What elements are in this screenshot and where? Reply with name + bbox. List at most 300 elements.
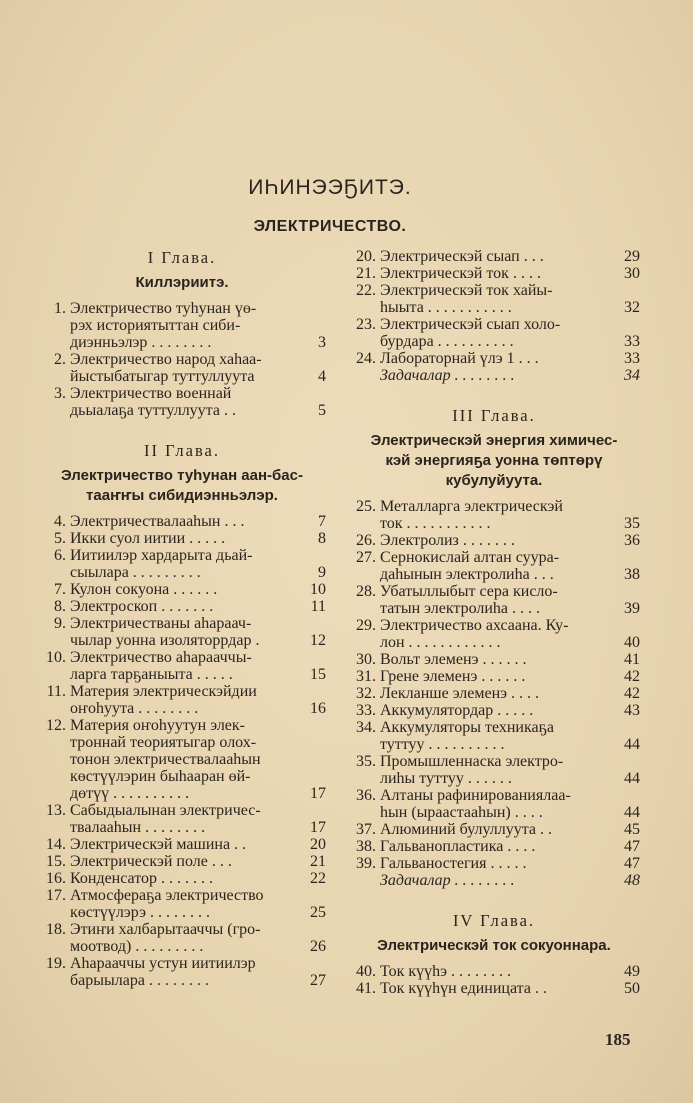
entry-text xyxy=(70,836,326,853)
entry-text xyxy=(380,963,640,980)
toc-entry[interactable] xyxy=(348,702,640,719)
entry-number: 28. xyxy=(356,583,376,600)
entry-line-text: һыыта . . . . . . . . . . . xyxy=(380,299,512,316)
entry-line xyxy=(70,904,326,921)
entry-page: 35 xyxy=(624,515,640,532)
entry-line xyxy=(70,530,326,547)
toc-entry[interactable] xyxy=(348,265,640,282)
entry-number: 29. xyxy=(356,617,376,634)
entry-page: 8 xyxy=(318,530,326,547)
entry-text xyxy=(380,617,640,651)
entry-line-text: сыылара . . . . . . . . . xyxy=(70,564,201,581)
entry-text xyxy=(70,351,326,385)
toc-entry[interactable] xyxy=(348,282,640,316)
chapter-label: I Глава. xyxy=(147,248,217,267)
entry-number: 26. xyxy=(356,532,376,549)
chapter-label: IV Глава. xyxy=(452,911,536,930)
toc-entry[interactable] xyxy=(348,685,640,702)
entry-line xyxy=(380,333,640,350)
entry-text xyxy=(380,668,640,685)
entry-line-text: Аккумуляторы техникаҕа xyxy=(380,719,554,736)
entry-line xyxy=(380,498,640,515)
toc-entry[interactable] xyxy=(348,248,640,265)
entry-line-text: Материя электрическэйдии xyxy=(70,683,257,700)
entry-text xyxy=(380,685,640,702)
entry-page: 4 xyxy=(318,368,326,385)
entry-line xyxy=(70,955,326,972)
toc-entry[interactable] xyxy=(348,316,640,350)
entry-line-text: чылар уонна изоляторрдар . xyxy=(70,632,260,649)
toc-entry[interactable] xyxy=(348,855,640,872)
toc-entry[interactable] xyxy=(38,836,326,853)
entry-page: 27 xyxy=(310,972,326,989)
entry-page: 41 xyxy=(624,651,640,668)
entry-line xyxy=(70,368,326,385)
entry-text xyxy=(70,300,326,351)
entry-line xyxy=(70,666,326,683)
entry-line xyxy=(70,615,326,632)
chapter-heading-line: Электричество туһунан аан-бас- xyxy=(61,467,303,484)
entry-text xyxy=(380,787,640,821)
entry-line xyxy=(70,870,326,887)
entry-number: 6. xyxy=(54,547,66,564)
entry-number: 30. xyxy=(356,651,376,668)
entry-page: 32 xyxy=(624,299,640,316)
entry-line xyxy=(380,634,640,651)
entry-line-text: Электричество народ хаһаа- xyxy=(70,351,262,368)
entry-line-text: барыылара . . . . . . . . xyxy=(70,972,209,989)
entry-number xyxy=(348,872,380,889)
entry-line xyxy=(70,734,326,751)
entry-number: 22. xyxy=(356,282,376,299)
entry-line xyxy=(380,736,640,753)
chapter-heading-line: Электрическэй ток сокуоннара. xyxy=(377,937,611,954)
toc-entry[interactable] xyxy=(348,617,640,651)
entry-line xyxy=(70,938,326,955)
entry-line xyxy=(70,683,326,700)
toc-entry[interactable] xyxy=(38,300,326,351)
entry-line xyxy=(70,598,326,615)
entry-page: 16 xyxy=(310,700,326,717)
entry-number: 11. xyxy=(46,683,66,700)
entry-line-text: Задачалар . . . . . . . . xyxy=(380,872,515,889)
entry-page: 38 xyxy=(624,566,640,583)
entry-page: 20 xyxy=(310,836,326,853)
entry-line-text: рэх историятыттан сиби- xyxy=(70,317,241,334)
entry-number: 39. xyxy=(356,855,376,872)
entry-page: 33 xyxy=(624,350,640,367)
entry-text xyxy=(70,921,326,955)
entry-line-text: Гальваностегия . . . . . xyxy=(380,855,527,872)
entry-number: 4. xyxy=(54,513,66,530)
entry-page: 25 xyxy=(310,904,326,921)
entry-number: 17. xyxy=(46,887,66,904)
entry-number: 15. xyxy=(46,853,66,870)
entry-number: 41. xyxy=(356,980,376,997)
entry-text xyxy=(70,870,326,887)
entry-page: 22 xyxy=(310,870,326,887)
entry-line-text: Электроскоп . . . . . . . xyxy=(70,598,214,615)
entry-line xyxy=(380,804,640,821)
entry-line xyxy=(70,334,326,351)
entry-line-text: Электричество аһарааччы- xyxy=(70,649,252,666)
entry-number: 35. xyxy=(356,753,376,770)
entry-line-text: твалааһын . . . . . . . . xyxy=(70,819,206,836)
entry-text xyxy=(70,853,326,870)
entry-text xyxy=(70,513,326,530)
entry-line xyxy=(380,872,640,889)
entry-page: 48 xyxy=(624,872,640,889)
entry-line xyxy=(380,685,640,702)
entry-line xyxy=(380,282,640,299)
entry-line-text: оҥоһуута . . . . . . . . xyxy=(70,700,199,717)
entry-line-text: Электричество военнай xyxy=(70,385,232,402)
entry-text xyxy=(70,683,326,717)
entry-line xyxy=(70,887,326,904)
entry-line-text: Атмосфераҕа электричество xyxy=(70,887,264,904)
toc-entry[interactable] xyxy=(348,980,640,997)
entry-line-text: Кулон сокуона . . . . . . xyxy=(70,581,218,598)
entry-number: 25. xyxy=(356,498,376,515)
entry-line xyxy=(70,751,326,768)
toc-entry[interactable] xyxy=(38,513,326,530)
entry-line-text: Электричество ахсаана. Ку- xyxy=(380,617,569,634)
chapter-heading-line: тааҥҥы сибидиэнньэлэр. xyxy=(86,487,278,504)
entry-page: 9 xyxy=(318,564,326,581)
entry-line-text: көстүүлэрэ . . . . . . . . xyxy=(70,904,210,921)
toc-entry[interactable] xyxy=(348,532,640,549)
entry-text xyxy=(70,955,326,989)
entry-line xyxy=(70,564,326,581)
entry-text xyxy=(70,547,326,581)
entry-line xyxy=(380,532,640,549)
entry-number: 32. xyxy=(356,685,376,702)
entry-page: 47 xyxy=(624,855,640,872)
entry-line-text: Гальванопластика . . . . xyxy=(380,838,536,855)
entry-line-text: Грене элеменэ . . . . . . xyxy=(380,668,526,685)
entry-line-text: Электричестваны аһараач- xyxy=(70,615,252,632)
entry-text xyxy=(380,821,640,838)
entry-text xyxy=(380,350,640,367)
entry-number: 13. xyxy=(46,802,66,819)
entry-text xyxy=(380,282,640,316)
entry-line xyxy=(70,317,326,334)
toc-entry[interactable] xyxy=(38,581,326,598)
entry-text xyxy=(380,838,640,855)
entry-number: 1. xyxy=(54,300,66,317)
entry-line-text: Лабораторнай үлэ 1 . . . xyxy=(380,350,539,367)
section-gap xyxy=(348,384,640,406)
entry-line xyxy=(380,753,640,770)
entry-line xyxy=(70,802,326,819)
entry-line-text: Аккумулятордар . . . . . xyxy=(380,702,534,719)
entry-line-text: лон . . . . . . . . . . . . xyxy=(380,634,501,651)
entry-page: 45 xyxy=(624,821,640,838)
entry-page: 15 xyxy=(310,666,326,683)
entry-line-text: Электрическэй сыап . . . xyxy=(380,248,544,265)
entry-number: 34. xyxy=(356,719,376,736)
toc-entry[interactable] xyxy=(38,530,326,547)
entry-text xyxy=(70,530,326,547)
entry-line-text: Задачалар . . . . . . . . xyxy=(380,367,515,384)
entry-number: 7. xyxy=(54,581,66,598)
entry-text xyxy=(70,802,326,836)
entry-text xyxy=(380,753,640,787)
chapter-heading-line: Электрическэй энергия химичес- xyxy=(370,432,618,449)
entry-page: 5 xyxy=(318,402,326,419)
entry-page: 17 xyxy=(310,819,326,836)
entry-page: 12 xyxy=(310,632,326,649)
entry-text xyxy=(380,719,640,753)
entry-line-text: Сернокислай алтан суура- xyxy=(380,549,560,566)
entry-line-text: Лекланше элеменэ . . . . xyxy=(380,685,540,702)
entry-line-text: Электричествалааһын . . . xyxy=(70,513,245,530)
entry-line xyxy=(380,549,640,566)
toc-entry[interactable] xyxy=(38,547,326,581)
toc-entry[interactable] xyxy=(38,955,326,989)
entry-line xyxy=(70,700,326,717)
entry-text xyxy=(380,583,640,617)
entry-page: 47 xyxy=(624,838,640,855)
entry-page: 44 xyxy=(624,736,640,753)
entry-line-text: ларга тарҕаныыта . . . . . xyxy=(70,666,233,683)
entry-line xyxy=(380,316,640,333)
entry-number: 31. xyxy=(356,668,376,685)
entry-page: 34 xyxy=(624,367,640,384)
toc-entry[interactable] xyxy=(38,649,326,683)
entry-text xyxy=(70,385,326,419)
entry-line-text: дөтүү . . . . . . . . . . xyxy=(70,785,190,802)
entry-line xyxy=(70,921,326,938)
entry-number: 37. xyxy=(356,821,376,838)
entry-line xyxy=(380,838,640,855)
entry-line xyxy=(380,265,640,282)
entry-line-text: даһынын электролиһа . . . xyxy=(380,566,554,583)
entry-number: 19. xyxy=(46,955,66,972)
entry-line xyxy=(70,649,326,666)
entry-line xyxy=(70,581,326,598)
entry-line-text: дьыалаҕа туттуллуута . . xyxy=(70,402,236,419)
entry-number: 33. xyxy=(356,702,376,719)
entry-line xyxy=(70,402,326,419)
entry-line-text: Металларга электрическэй xyxy=(380,498,563,515)
entry-page: 40 xyxy=(624,634,640,651)
toc-entry[interactable] xyxy=(38,351,326,385)
entry-line-text: Икки суол иитии . . . . . xyxy=(70,530,226,547)
toc-entry[interactable] xyxy=(348,719,640,753)
entry-number: 23. xyxy=(356,316,376,333)
toc-entry[interactable] xyxy=(348,367,640,384)
toc-entry[interactable] xyxy=(38,921,326,955)
entry-page: 10 xyxy=(310,581,326,598)
entry-line-text: бурдара . . . . . . . . . . xyxy=(380,333,514,350)
toc-entry[interactable] xyxy=(38,802,326,836)
entry-page: 26 xyxy=(310,938,326,955)
entry-text xyxy=(380,498,640,532)
toc-entry[interactable] xyxy=(38,683,326,717)
entry-line-text: Конденсатор . . . . . . . xyxy=(70,870,214,887)
toc-right-column xyxy=(348,248,640,997)
entry-number: 10. xyxy=(46,649,66,666)
entry-number: 38. xyxy=(356,838,376,855)
entry-text xyxy=(380,532,640,549)
entry-page: 30 xyxy=(624,265,640,282)
entry-line-text: Сабыдыалынан электричес- xyxy=(70,802,261,819)
toc-entry[interactable] xyxy=(348,753,640,787)
entry-line-text: Электричество туһунан үө- xyxy=(70,300,257,317)
entry-line-text: Электролиз . . . . . . . xyxy=(380,532,515,549)
entry-number xyxy=(348,367,380,384)
entry-page: 50 xyxy=(624,980,640,997)
entry-line xyxy=(70,836,326,853)
entry-line-text: Ток күүһүн единицата . . xyxy=(380,980,547,997)
entry-line xyxy=(70,972,326,989)
entry-number: 27. xyxy=(356,549,376,566)
entry-line-text: Вольт элеменэ . . . . . . xyxy=(380,651,527,668)
toc-entry[interactable] xyxy=(348,498,640,532)
toc-entry[interactable] xyxy=(348,872,640,889)
toc-entry[interactable] xyxy=(348,787,640,821)
entry-text xyxy=(380,855,640,872)
entry-line xyxy=(70,385,326,402)
entry-line xyxy=(380,617,640,634)
toc-left-column xyxy=(38,248,326,989)
entry-line xyxy=(70,300,326,317)
entry-line xyxy=(380,583,640,600)
entry-number: 8. xyxy=(54,598,66,615)
entry-line xyxy=(380,702,640,719)
entry-line-text: лиһы туттуу . . . . . . xyxy=(380,770,512,787)
entry-line xyxy=(380,668,640,685)
toc-entry[interactable] xyxy=(348,963,640,980)
chapter-heading xyxy=(38,466,326,506)
entry-line-text: Электрическэй поле . . . xyxy=(70,853,232,870)
entry-line xyxy=(380,980,640,997)
entry-text xyxy=(70,598,326,615)
entry-line-text: һын (ыраастааһын) . . . . xyxy=(380,804,543,821)
entry-line xyxy=(380,350,640,367)
toc-entry[interactable] xyxy=(38,887,326,921)
toc-entry[interactable] xyxy=(348,549,640,583)
entry-number: 20. xyxy=(356,248,376,265)
entry-line xyxy=(380,515,640,532)
chapter-label: III Глава. xyxy=(452,406,536,425)
page-subtitle: ЭЛЕКТРИЧЕСТВО. xyxy=(253,218,407,235)
entry-number: 3. xyxy=(54,385,66,402)
toc-entry[interactable] xyxy=(348,668,640,685)
page-title: ИҺИНЭЭҔИТЭ. xyxy=(248,176,412,199)
entry-line xyxy=(380,367,640,384)
entry-line-text: троннай теориятыгар олох- xyxy=(70,734,257,751)
entry-line-text: көстүүлэрин быһааран өй- xyxy=(70,768,251,785)
entry-line xyxy=(380,651,640,668)
entry-line xyxy=(380,719,640,736)
entry-text xyxy=(380,980,640,997)
entry-line xyxy=(380,566,640,583)
entry-number: 36. xyxy=(356,787,376,804)
entry-text xyxy=(380,265,640,282)
entry-line-text: татын электролиһа . . . . xyxy=(380,600,541,617)
entry-number: 2. xyxy=(54,351,66,368)
entry-line xyxy=(380,821,640,838)
entry-text xyxy=(380,367,640,384)
entry-page: 39 xyxy=(624,600,640,617)
entry-line xyxy=(380,963,640,980)
chapter-heading-line: Киллэриитэ. xyxy=(135,274,229,291)
entry-number: 9. xyxy=(54,615,66,632)
chapter-label: II Глава. xyxy=(144,441,220,460)
toc-entry[interactable] xyxy=(38,717,326,802)
section-gap xyxy=(38,419,326,441)
entry-line-text: Аһарааччы устун иитиилэр xyxy=(70,955,256,972)
entry-number: 21. xyxy=(356,265,376,282)
chapter-heading-line: кубулуйуута. xyxy=(445,472,543,489)
entry-text xyxy=(70,649,326,683)
entry-line xyxy=(70,819,326,836)
entry-text xyxy=(380,702,640,719)
entry-text xyxy=(380,872,640,889)
toc-entry[interactable] xyxy=(38,385,326,419)
entry-line-text: Электрическэй ток . . . . xyxy=(380,265,541,282)
toc-entry[interactable] xyxy=(348,651,640,668)
entry-line xyxy=(380,787,640,804)
toc-entry[interactable] xyxy=(348,583,640,617)
entry-page: 17 xyxy=(310,785,326,802)
entry-number: 40. xyxy=(356,963,376,980)
entry-line-text: Материя оҥоһуутун элек- xyxy=(70,717,246,734)
toc-entry[interactable] xyxy=(348,350,640,367)
entry-page: 44 xyxy=(624,770,640,787)
entry-line-text: ток . . . . . . . . . . . xyxy=(380,515,491,532)
page-number: 185 xyxy=(605,1030,631,1049)
entry-number: 24. xyxy=(356,350,376,367)
entry-line-text: Алюминий булуллуута . . xyxy=(380,821,553,838)
toc-entry[interactable] xyxy=(38,598,326,615)
entry-text xyxy=(380,651,640,668)
entry-line-text: диэнньэлэр . . . . . . . . xyxy=(70,334,212,351)
entry-page: 11 xyxy=(310,598,326,615)
toc-entry[interactable] xyxy=(38,870,326,887)
chapter-heading xyxy=(348,431,640,491)
entry-text xyxy=(380,549,640,583)
section-gap xyxy=(348,889,640,911)
toc-entry[interactable] xyxy=(38,853,326,870)
entry-line xyxy=(380,600,640,617)
entry-line xyxy=(70,513,326,530)
entry-page: 33 xyxy=(624,333,640,350)
entry-line xyxy=(380,770,640,787)
entry-line xyxy=(70,768,326,785)
entry-line xyxy=(70,547,326,564)
entry-number: 18. xyxy=(46,921,66,938)
entry-number: 12. xyxy=(46,717,66,734)
entry-line-text: Иитиилэр хардарыта дьай- xyxy=(70,547,253,564)
entry-page: 49 xyxy=(624,963,640,980)
entry-line-text: йыстыбатыгар туттуллуута xyxy=(70,368,255,385)
toc-entry[interactable] xyxy=(38,615,326,649)
chapter-heading xyxy=(38,273,326,293)
chapter-heading xyxy=(348,936,640,956)
entry-page: 29 xyxy=(624,248,640,265)
entry-line-text: Электрическэй сыап холо- xyxy=(380,316,561,333)
toc-entry[interactable] xyxy=(348,821,640,838)
entry-line-text: Убатыллыбыт сера кисло- xyxy=(380,583,558,600)
entry-page: 3 xyxy=(318,334,326,351)
entry-page: 36 xyxy=(624,532,640,549)
entry-page: 7 xyxy=(318,513,326,530)
toc-entry[interactable] xyxy=(348,838,640,855)
entry-line-text: Алтаны рафинированиялаа- xyxy=(380,787,571,804)
